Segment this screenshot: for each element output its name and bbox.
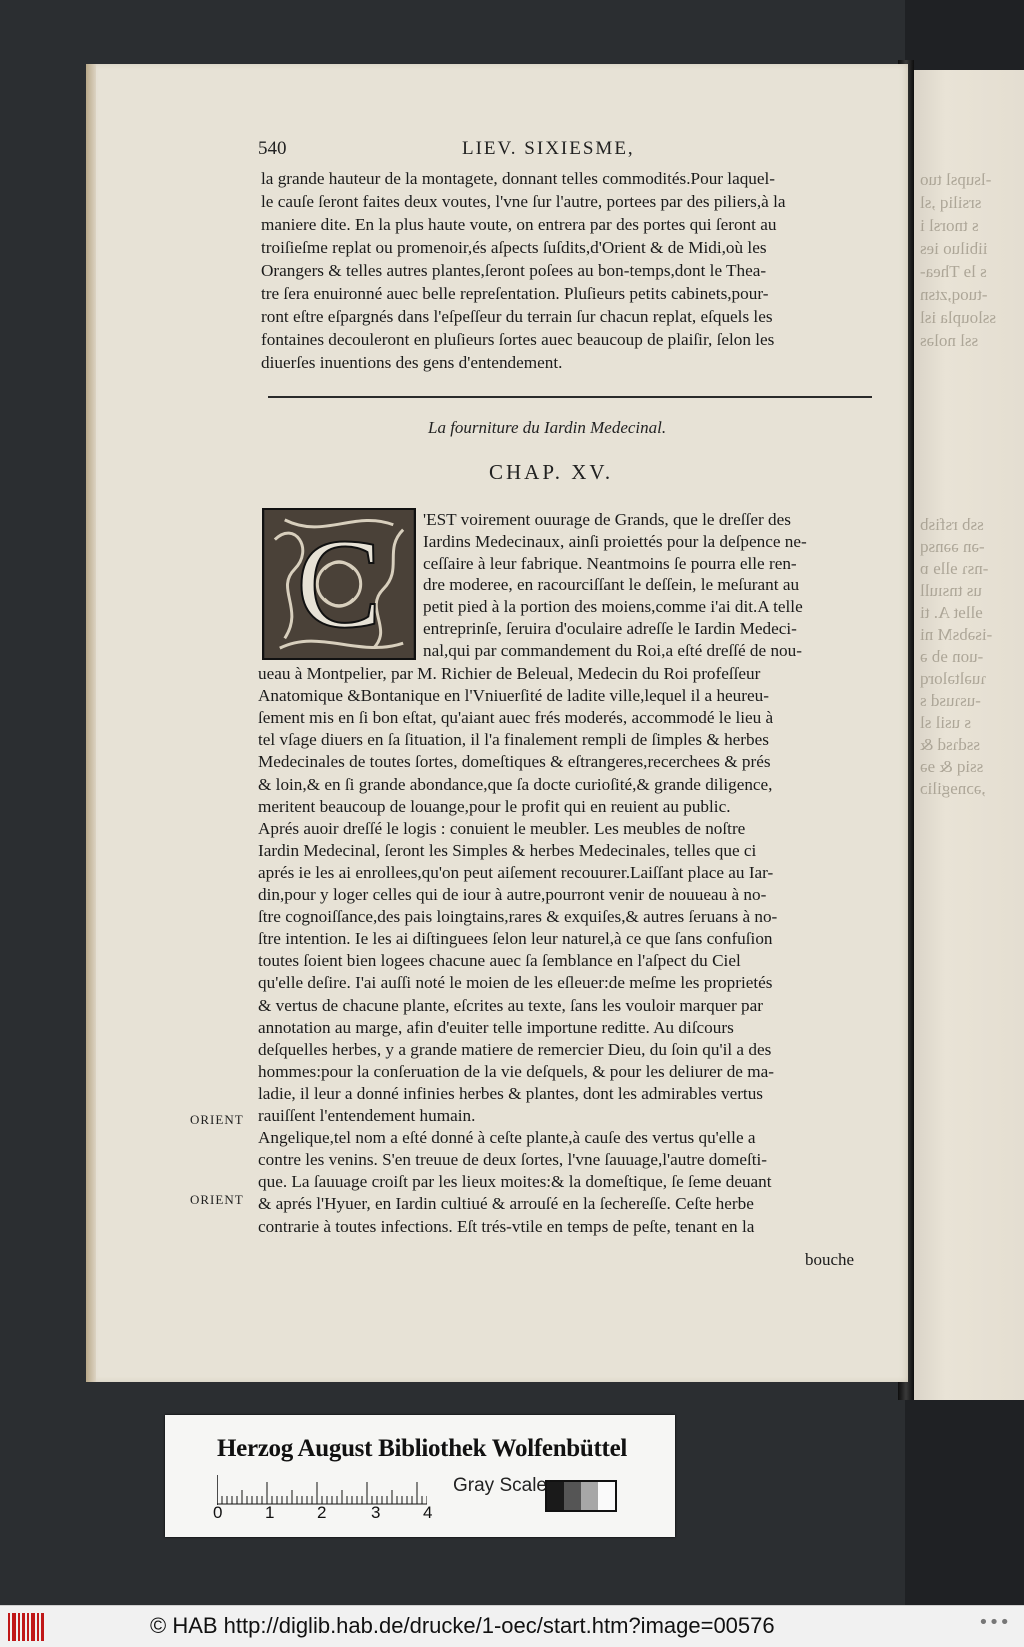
- text-line: Anatomique &Bontanique en l'Vniuerſité de ladite ville,lequel il a heureu-: [258, 686, 769, 706]
- text-line: ueau à Montpelier, par M. Richier de Beleual, Medecin du Roi profeſſeur: [258, 664, 761, 683]
- text-line: toutes ſoient bien logees chacune auec ſa ſemblance en l'aſpect du Ciel: [258, 951, 741, 971]
- barcode-logo-icon[interactable]: [8, 1613, 48, 1641]
- gray-scale-label: Gray Scale: [453, 1475, 547, 1496]
- text-line: meritent beaucoup de louange,pour le profit qui en reuient au public.: [258, 796, 731, 816]
- text-line: Orangers & telles autres plantes,ſeront poſees au bon-temps,dont le Thea-: [261, 261, 767, 280]
- facing-page: [912, 70, 1024, 1400]
- text-line: annotation au marge, afin d'euiter telle importune reditte. Au diſcours: [258, 1017, 734, 1037]
- margin-note-orient: ORIENT: [190, 1192, 244, 1207]
- section-title: La fourniture du Iardin Medecinal.: [428, 418, 667, 437]
- text-line: Medecinales de toutes ſortes, domeſtiques & eſtrangeres,recerchees & prés: [258, 752, 771, 772]
- ruler-scale: [217, 1475, 427, 1505]
- text-line: aprés ie les ai enrollees,qu'on peut aiſement recouurer.Laiſſant place au Iar-: [258, 862, 774, 882]
- facing-page-text: -ən əənsq: [920, 537, 985, 556]
- margin-note-orient: ORIENT: [190, 1112, 244, 1127]
- facing-page-text: s usil sl: [920, 713, 972, 732]
- text-line: Aprés auoir dreſſé le logis : conuient le meubler. Les meubles de noſtre: [258, 818, 746, 838]
- text-line: ceſſaire à leur fabrique. Neantmoins ſe pourra elle ren-: [423, 553, 797, 573]
- page-number: 540: [258, 138, 287, 159]
- scale-number: 2: [317, 1503, 327, 1522]
- facing-page-text: ssloupla isl: [920, 308, 997, 327]
- page-edge: [86, 64, 96, 1382]
- swatch-light-gray: [581, 1482, 598, 1510]
- facing-page-text: srsiliq ,sl: [920, 193, 982, 212]
- facing-page-text: ssb rsfisb: [920, 515, 984, 534]
- text-line: ladie, il leur a donné infinies herbes & plantes, dont les admirables vertus: [258, 1083, 763, 1103]
- section-rule: [268, 396, 872, 398]
- text-line: ſement mis en ſi bon eſtat, qu'aiant auec frés moderés, accommodé le lieu à: [258, 708, 774, 728]
- copyright-url[interactable]: © HAB http://diglib.hab.de/drucke/1-oec/start.htm?image=00576: [150, 1613, 775, 1638]
- text-line: dre moderee, en racourciſſant le deſſein, le meſurant au: [423, 575, 800, 595]
- text-line: troiſieſme replat ou promenoir,és aſpects ſuſdits,d'Orient & de Midi,où les: [261, 238, 767, 257]
- scale-number: 3: [371, 1503, 381, 1522]
- text-line: la grande hauteur de la montagete, donnant telles commodités.Pour laquel-: [261, 169, 776, 188]
- text-line: deſquelles herbes, y a grande matiere de remercier Dieu, du ſoin qu'il a des: [258, 1039, 772, 1059]
- text-line: entreprinſe, ſeruira d'oculaire adreſſe le Iardin Medeci-: [423, 619, 797, 638]
- facing-page-text: -tuoq,ztsn: [920, 285, 988, 304]
- text-line: ſtre cognoiſſance,des pais loingtains,rares & exquiſes,& autres ſeruans à no-: [258, 907, 778, 927]
- text-line: Angelique,tel nom a eſté donné à ceſte plante,à cauſe des vertus qu'elle a: [258, 1128, 756, 1148]
- library-name: Herzog August Bibliothek Wolfenbüttel: [217, 1435, 628, 1462]
- gray-scale-swatch: [545, 1480, 617, 1512]
- facing-page-text: ɘllɘt A. ti: [920, 603, 983, 622]
- text-line: le cauſe ſeront faites deux voutes, l'vne ſur l'autre, portees par des piliers,à la: [261, 192, 786, 211]
- text-line: & vertus de chacune plante, eſcrites au texte, ſans les vouloir marquer par: [258, 995, 763, 1015]
- text-line: ront eſtre eſpargnés dans l'eſpeſſeur du terrain ſur chacun replat, eſquels les: [261, 307, 773, 326]
- swatch-white: [598, 1482, 615, 1510]
- scale-number: 1: [265, 1503, 275, 1522]
- viewer-footer: [0, 1605, 1024, 1647]
- text-line: petit pied à la portion des moiens,comme i'ai dit.A telle: [423, 597, 803, 617]
- running-head: LIEV. SIXIESME,: [462, 138, 635, 159]
- facing-page-text: iibiluo ies: [920, 239, 988, 258]
- initial-letter: C: [296, 512, 382, 655]
- facing-page-text: ssiq & ɘə: [920, 757, 984, 776]
- scale-number: 4: [423, 1503, 433, 1522]
- text-line: contrarie à toutes infections. Eſt trés-vtile en temps de peſte, tenant en la: [258, 1216, 755, 1236]
- text-line: diuerſes inuentions des gens d'entendement.: [261, 353, 563, 372]
- facing-page-text: us tnsıull: [920, 581, 982, 600]
- color-reference-card: [165, 1415, 675, 1537]
- facing-page-text: ssl noləs: [920, 331, 979, 350]
- text-line: hommes:pour la conſeruation de la vie deſquels, & pour les deliurer de ma-: [258, 1061, 774, 1081]
- facing-page-text: s lɘ Thea-: [920, 262, 987, 281]
- text-line: din,pour y loger celles qui de iour à autre,pourront venir de nouueau à no-: [258, 885, 767, 904]
- facing-page-text: ɿuəltəlorq: [920, 669, 987, 688]
- text-line: & aprés l'Hyuer, en Iardin cultiué & arrouſé en la ſechereſſe. Ceſte herbe: [258, 1194, 754, 1214]
- text-line: que. La ſauuage croiſt par les lieux moites:& la domeſtique, ſe ſeme deuant: [258, 1172, 772, 1192]
- text-line: maniere dite. En la plus haute voute, on entrera par des portes qui ſeront au: [261, 215, 777, 234]
- facing-page-text: ssdɿsd &: [920, 735, 980, 754]
- chapter-heading: CHAP. XV.: [489, 460, 614, 484]
- facing-page-text: -usɿusd s: [920, 691, 981, 710]
- catchword: bouche: [805, 1250, 855, 1269]
- text-line: & loin,& en ſi grande abondance,que ſa docte curioſité,& grande diligence,: [258, 774, 773, 794]
- facing-page-text: s tnorsl i: [920, 216, 979, 235]
- text-line: fontaines decouleront en pluſieurs ſortes auec beaucoup de plaiſir, ſelon les: [261, 330, 775, 349]
- facing-page-text: -uon ɘb ə: [920, 647, 984, 666]
- scale-number: 0: [213, 1503, 223, 1522]
- text-line: rauiſſent l'entendement humain.: [258, 1106, 476, 1125]
- text-line: qu'elle deſire. I'ai auſſi noté le moien de les eſleuer:de meſme les proprietés: [258, 973, 773, 993]
- facing-page-text: -isəbsM ni: [920, 625, 993, 644]
- decorated-initial-c: [262, 508, 416, 660]
- text-line: ſtre intention. Ie les ai diſtinguees ſelon leur naturel,à ce que ſans confuſion: [258, 929, 773, 949]
- text-line: tre ſera enuironné auec belle repreſentation. Pluſieurs petits cabinets,pour-: [261, 284, 769, 303]
- text-line: tel vſage diuers en ſa ſituation, il l'a finalement rempli de ſimples & herbes: [258, 730, 769, 750]
- swatch-black: [547, 1482, 564, 1510]
- swatch-dark-gray: [564, 1482, 581, 1510]
- facing-page-text: ,əɔnɘgiliɔ: [920, 779, 986, 798]
- text-line: nal,qui par commandement du Roi,a eſté dreſſé de nou-: [423, 640, 802, 660]
- facing-page-text: -nsɿ ɘllɘ ɒ: [920, 559, 989, 578]
- text-line: contre les venins. S'en treuue de deux ſortes, l'vne ſauuage,l'autre domeſti-: [258, 1150, 767, 1170]
- facing-page-text: -lsupsl tuo: [920, 170, 992, 189]
- text-line: Iardins Medecinaux, ainſi proiettés pour la deſpence ne-: [423, 531, 807, 551]
- text-line: Iardin Medecinal, ſeront les Simples & herbes Medecinales, telles que ci: [258, 840, 757, 860]
- more-menu-icon[interactable]: •••: [978, 1612, 1010, 1633]
- text-line: 'EST voirement ouurage de Grands, que le dreſſer des: [423, 510, 791, 529]
